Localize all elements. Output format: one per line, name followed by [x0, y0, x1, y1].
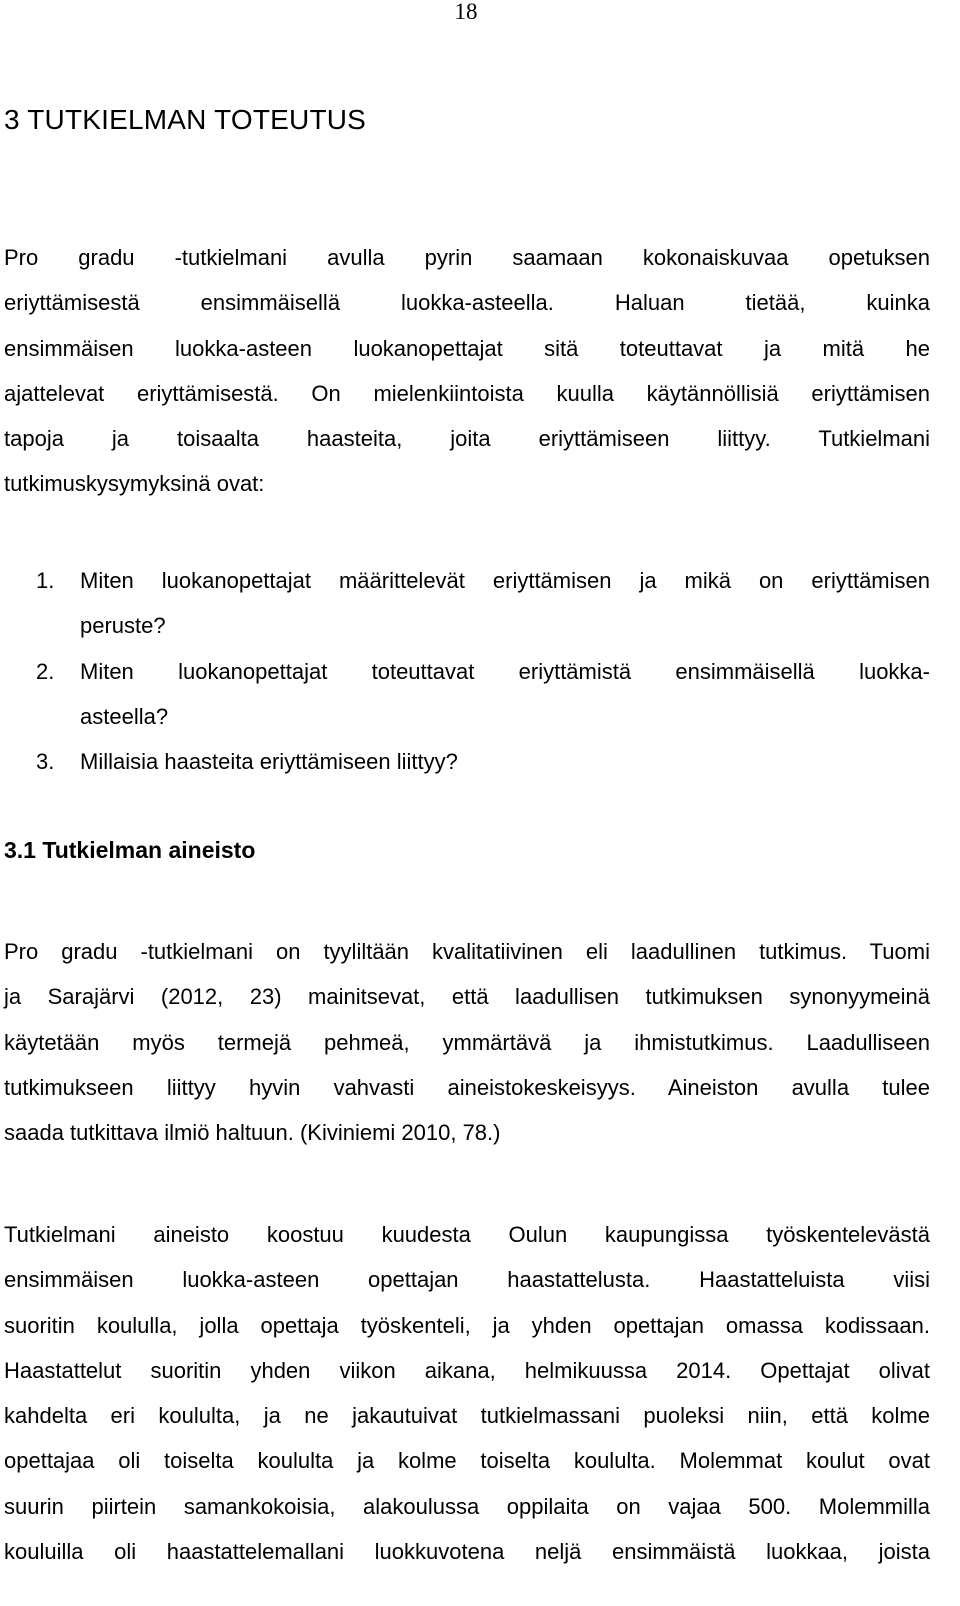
paragraph-line: tapoja ja toisaalta haasteita, joita eriyttämiseen liittyy. Tutkielmani — [4, 426, 930, 452]
question-line: Miten luokanopettajat määrittelevät eriyttämisen ja mikä on eriyttämisen — [80, 568, 930, 593]
paragraph-line: suoritin koululla, jolla opettaja työskenteli, ja yhden opettajan omassa kodissaan. — [4, 1312, 930, 1338]
paragraph-line: kahdelta eri koululta, ja ne jakautuivat tutkielmassani puoleksi niin, että kolme — [4, 1403, 930, 1429]
paragraph-line: opettajaa oli toiselta koululta ja kolme toiselta koululta. Molemmat koulut ovat — [4, 1448, 930, 1474]
paragraph-line: saada tutkittava ilmiö haltuun. (Kiviniemi 2010, 78.) — [4, 1120, 501, 1146]
intro-paragraph — [4, 235, 930, 507]
section-title: 3.1 Tutkielman aineisto — [4, 837, 256, 863]
research-question-item — [4, 558, 930, 649]
paragraph-line: Pro gradu -tutkielmani avulla pyrin saamaan kokonaiskuvaa opetuksen — [4, 245, 930, 270]
question-line: Miten luokanopettajat toteuttavat eriyttämistä ensimmäisellä luokka- — [80, 658, 930, 684]
material-paragraph — [4, 1212, 930, 1574]
question-line: peruste? — [80, 613, 166, 639]
paragraph-line: ensimmäisen luokka-asteen opettajan haastattelusta. Haastatteluista viisi — [4, 1267, 930, 1293]
paragraph-line: eriyttämisestä ensimmäisellä luokka-asteella. Haluan tietää, kuinka — [4, 290, 930, 316]
paragraph-line: ajattelevat eriyttämisestä. On mielenkiintoista kuulla käytännöllisiä eriyttämisen — [4, 380, 930, 406]
research-question-item — [4, 739, 930, 784]
paragraph-line: Pro gradu -tutkielmani on tyyliltään kvalitatiivinen eli laadullinen tutkimus. Tuomi — [4, 939, 930, 964]
paragraph-line: ja Sarajärvi (2012, 23) mainitsevat, että laadullisen tutkimuksen synonyymeinä — [4, 984, 930, 1010]
question-number: 1. — [36, 568, 55, 593]
paragraph-line: tutkimuskysymyksinä ovat: — [4, 471, 265, 497]
paragraph-line: kouluilla oli haastattelemallani luokkuvotena neljä ensimmäistä luokkaa, joista — [4, 1539, 930, 1565]
question-number: 3. — [36, 749, 55, 775]
question-line: asteella? — [80, 703, 169, 729]
paragraph-line: Haastattelut suoritin yhden viikon aikana, helmikuussa 2014. Opettajat olivat — [4, 1357, 930, 1383]
paragraph-line: suurin piirtein samankokoisia, alakoulussa oppilaita on vajaa 500. Molemmilla — [4, 1493, 930, 1519]
paragraph-line: tutkimukseen liittyy hyvin vahvasti aineistokeskeisyys. Aineiston avulla tulee — [4, 1074, 930, 1100]
research-question-item — [4, 649, 930, 740]
paragraph-line: käytetään myös termejä pehmeä, ymmärtävä ja ihmistutkimus. Laadulliseen — [4, 1029, 930, 1055]
page-number: 18 — [454, 0, 478, 24]
chapter-title: 3 TUTKIELMAN TOTEUTUS — [4, 104, 367, 135]
question-number: 2. — [36, 658, 55, 684]
question-line: Millaisia haasteita eriyttämiseen liittyy? — [80, 749, 458, 775]
method-paragraph — [4, 929, 930, 1155]
paragraph-line: Tutkielmani aineisto koostuu kuudesta Oulun kaupungissa työskentelevästä — [4, 1222, 930, 1247]
research-questions-list — [4, 558, 930, 784]
paragraph-line: ensimmäisen luokka-asteen luokanopettajat sitä toteuttavat ja mitä he — [4, 335, 930, 361]
